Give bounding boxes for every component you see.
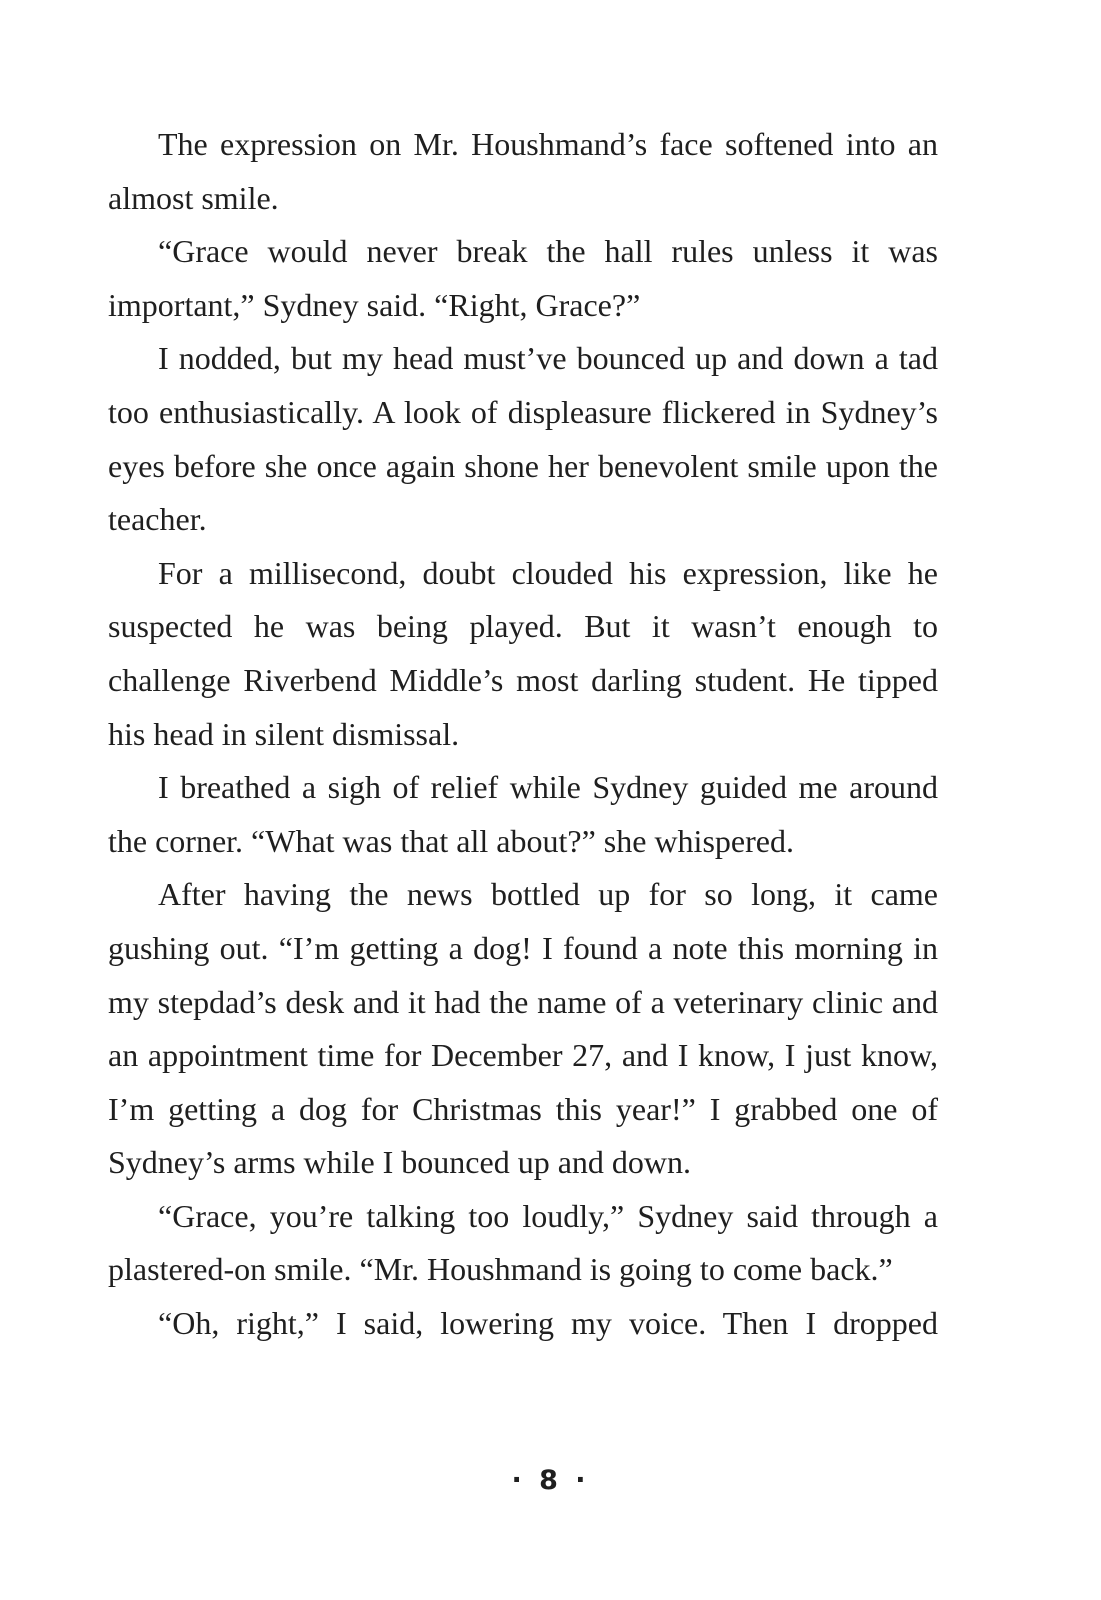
paragraph-6: After having the news bottled up for so long, it came gushing out. “I’m getting a dog! I found a note this morning in my stepdad’s desk and it had the name of a veterinary clinic and an appointment time for December 27, and I know, I just know, I’m getting a dog for Christmas this year!” I grabbed one of Sydney’s arms while I bounced up and down. xyxy=(108,876,938,1181)
paragraph-3: I nodded, but my head must’ve bounced up and down a tad too enthusiastically. A look of displeasure flickered in Sydney’s eyes before she once again shone her benevolent smile upon the teacher. xyxy=(108,340,938,538)
page-number: · 8 · xyxy=(511,1465,590,1496)
body-text xyxy=(108,118,938,1351)
paragraph-7: “Grace, you’re talking too loudly,” Sydney said through a plastered-on smile. “Mr. Houshmand is going to come back.” xyxy=(108,1197,938,1288)
paragraph-8: “Oh, right,” I said, lowering my voice. Then I dropped xyxy=(158,1305,938,1342)
paragraph-5: I breathed a sigh of relief while Sydney guided me around the corner. “What was that all about?” she whispered. xyxy=(108,769,938,859)
paragraph-2: “Grace would never break the hall rules unless it was important,” Sydney said. “Right, Grace?” xyxy=(108,233,938,323)
paragraph-1: The expression on Mr. Houshmand’s face softened into an almost smile. xyxy=(108,126,938,216)
paragraph-4: For a millisecond, doubt clouded his expression, like he suspected he was being played. But it wasn’t enough to challenge Riverbend Middle’s most darling student. He tipped his head in silent dismissal. xyxy=(108,554,938,752)
